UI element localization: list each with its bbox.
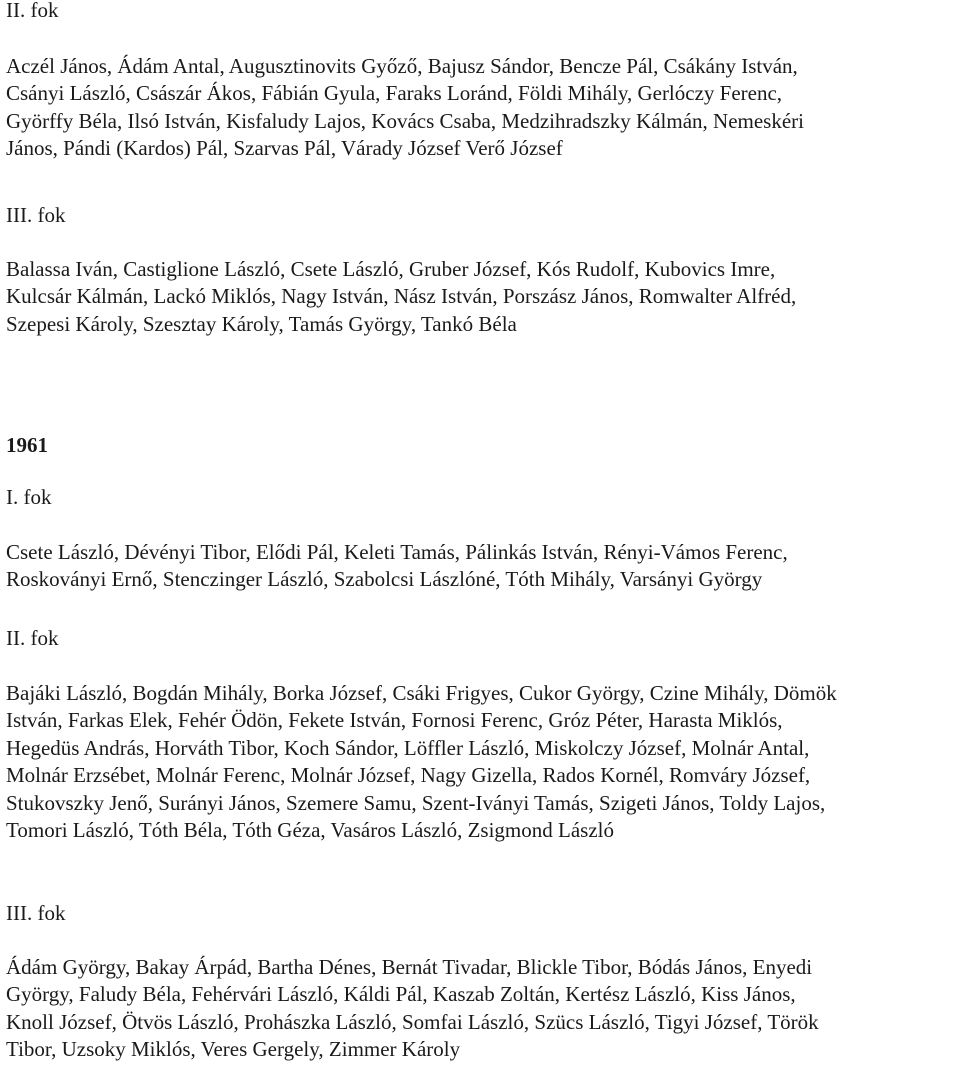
section-iii-fok <box>6 202 65 229</box>
year-section-ii-fok-names <box>6 680 837 844</box>
name-line: Aczél János, Ádám Antal, Augusztinovits Győző, Bajusz Sándor, Bencze Pál, Csákány István, <box>6 54 798 78</box>
name-line: Tomori László, Tóth Béla, Tóth Géza, Vasáros László, Zsigmond László <box>6 818 614 843</box>
name-line: Kulcsár Kálmán, Lackó Miklós, Nagy István, Nász István, Porszász János, Romwalter Alfréd, <box>6 284 797 309</box>
section-heading: III. fok <box>6 901 66 925</box>
name-line: János, Pándi (Kardos) Pál, Szarvas Pál, Várady József Verő József <box>6 136 563 161</box>
name-line: Csányi László, Császár Ákos, Fábián Gyula, Faraks Loránd, Földi Mihály, Gerlóczy Ferenc, <box>6 81 783 106</box>
section-ii-fok <box>6 0 58 24</box>
year-label: 1961 <box>6 433 48 457</box>
name-line: Szepesi Károly, Szesztay Károly, Tamás György, Tankó Béla <box>6 311 517 336</box>
year-heading <box>6 432 48 459</box>
name-line: Roskoványi Ernő, Stenczinger László, Szabolcsi Lászlóné, Tóth Mihály, Varsányi György <box>6 567 763 592</box>
section-heading: I. fok <box>6 485 52 509</box>
year-section-iii-fok-names <box>6 954 819 1064</box>
section-ii-fok-names <box>6 53 804 163</box>
name-line: Bajáki László, Bogdán Mihály, Borka József, Csáki Frigyes, Cukor György, Czine Mihály, Dömök <box>6 681 837 705</box>
name-line: Molnár Erzsébet, Molnár Ferenc, Molnár József, Nagy Gizella, Rados Kornél, Romváry József, <box>6 763 811 788</box>
name-line: Csete László, Dévényi Tibor, Elődi Pál, Keleti Tamás, Pálinkás István, Rényi-Vámos Ferenc, <box>6 540 788 564</box>
name-line: Tibor, Uzsoky Miklós, Veres Gergely, Zimmer Károly <box>6 1037 461 1062</box>
name-line: István, Farkas Elek, Fehér Ödön, Fekete István, Fornosi Ferenc, Gróz Péter, Harasta Miklós, <box>6 708 783 733</box>
year-section-ii-fok <box>6 625 58 652</box>
name-line: Ádám György, Bakay Árpád, Bartha Dénes, Bernát Tivadar, Blickle Tibor, Bódás János, Enyedi <box>6 955 813 979</box>
section-heading: II. fok <box>6 626 59 650</box>
name-line: Györffy Béla, Ilsó István, Kisfaludy Lajos, Kovács Csaba, Medzihradszky Kálmán, Nemeskéri <box>6 108 804 133</box>
name-line: Balassa Iván, Castiglione László, Csete László, Gruber József, Kós Rudolf, Kubovics Imre, <box>6 257 776 281</box>
section-heading: III. fok <box>6 203 66 227</box>
year-section-i-fok <box>6 484 52 511</box>
section-iii-fok-names <box>6 256 796 338</box>
year-section-i-fok-names <box>6 539 788 594</box>
year-section-iii-fok <box>6 900 65 927</box>
name-line: Stukovszky Jenő, Surányi János, Szemere Samu, Szent-Iványi Tamás, Szigeti János, Toldy Lajos, <box>6 790 826 815</box>
section-heading: II. fok <box>6 0 59 22</box>
name-line: Knoll József, Ötvös László, Prohászka László, Somfai László, Szücs László, Tigyi József, Török <box>6 1009 819 1034</box>
name-line: Hegedüs András, Horváth Tibor, Koch Sándor, Löffler László, Miskolczy József, Molnár Antal, <box>6 735 810 760</box>
name-line: György, Faludy Béla, Fehérvári László, Káldi Pál, Kaszab Zoltán, Kertész László, Kiss János, <box>6 982 796 1007</box>
